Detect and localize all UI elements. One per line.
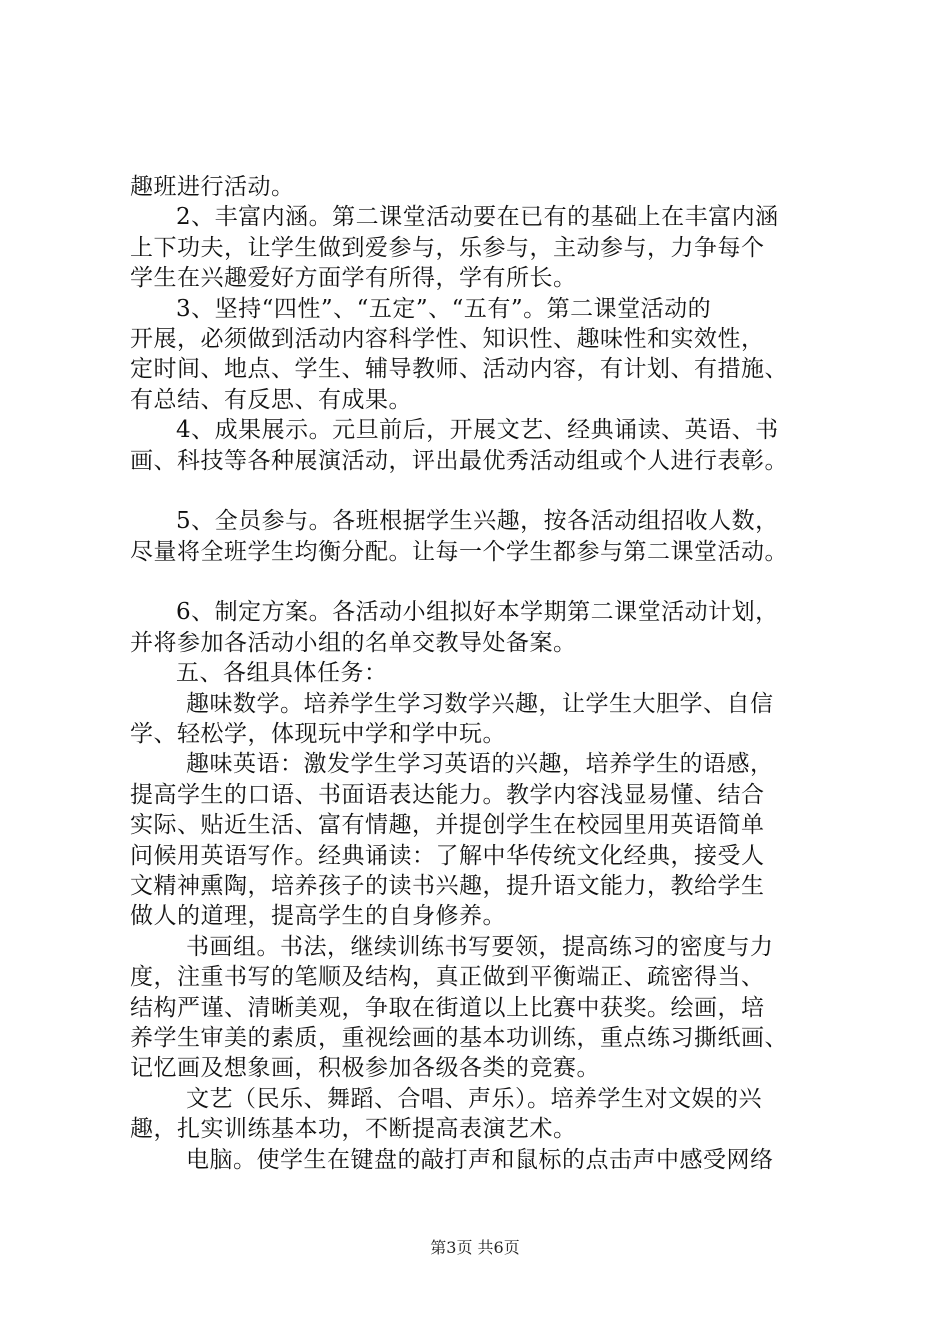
section-heading: 五、各组具体任务： xyxy=(176,660,388,687)
text-line: 问候用英语写作。经典诵读：了解中华传统文化经典，接受人 xyxy=(130,842,765,869)
text-line: 定时间、地点、学生、辅导教师、活动内容，有计划、有措施、 xyxy=(130,356,788,383)
text-line: 趣，扎实训练基本功，不断提高表演艺术。 xyxy=(130,1116,577,1143)
text-line: 实际、贴近生活、富有情趣，并提创学生在校园里用英语简单 xyxy=(130,812,765,839)
text-line: 上下功夫，让学生做到爱参与，乐参与，主动参与，力争每个 xyxy=(130,234,765,261)
text-line: 记忆画及想象画，积极参加各级各类的竞赛。 xyxy=(130,1055,600,1082)
paragraph-item-6: 6、制定方案。各活动小组拟好本学期第二课堂活动计划， xyxy=(176,599,779,626)
paragraph-gap xyxy=(130,567,850,597)
text-line: 文精神熏陶，培养孩子的读书兴趣，提升语文能力，教给学生 xyxy=(130,872,765,899)
paragraph-calligraphy: 书画组。书法，继续训练书写要领，提高练习的密度与力 xyxy=(186,933,774,960)
text-line: 开展，必须做到活动内容科学性、知识性、趣味性和实效性， xyxy=(130,325,765,352)
paragraph-computer: 电脑。使学生在键盘的敲打声和鼠标的点击声中感受网络 xyxy=(186,1146,774,1173)
text-line: 并将参加各活动小组的名单交教导处备案。 xyxy=(130,629,577,656)
paragraph-gap xyxy=(130,476,850,506)
paragraph-item-2: 2、丰富内涵。第二课堂活动要在已有的基础上在丰富内涵 xyxy=(176,204,779,231)
text-line: 提高学生的口语、书面语表达能力。教学内容浅显易懂、结合 xyxy=(130,781,765,808)
text-line: 做人的道理，提高学生的自身修养。 xyxy=(130,903,506,930)
paragraph-item-3: 3、坚持“四性”、“五定”、“五有”。第二课堂活动的 xyxy=(176,295,712,322)
text-line: 画、科技等各种展演活动，评出最优秀活动组或个人进行表彰。 xyxy=(130,447,788,474)
paragraph-english: 趣味英语：激发学生学习英语的兴趣，培养学生的语感， xyxy=(186,751,774,778)
paragraph-arts: 文艺（民乐、舞蹈、合唱、声乐）。培养学生对文娱的兴 xyxy=(186,1085,762,1112)
text-line: 结构严谨、清晰美观，争取在街道以上比赛中获奖。绘画，培 xyxy=(130,994,765,1021)
page-number-footer: 第3页 共6页 xyxy=(430,1238,520,1257)
text-line: 尽量将全班学生均衡分配。让每一个学生都参与第二课堂活动。 xyxy=(130,538,788,565)
paragraph-item-4: 4、成果展示。元旦前后，开展文艺、经典诵读、英语、书 xyxy=(176,417,779,444)
text-line: 学生在兴趣爱好方面学有所得，学有所长。 xyxy=(130,265,577,292)
document-body xyxy=(130,172,850,1175)
text-line: 学、轻松学，体现玩中学和学中玩。 xyxy=(130,721,506,748)
text-line: 趣班进行活动。 xyxy=(130,174,295,200)
text-line: 养学生审美的素质，重视绘画的基本功训练，重点练习撕纸画、 xyxy=(130,1024,788,1051)
paragraph-math: 趣味数学。培养学生学习数学兴趣，让学生大胆学、自信 xyxy=(186,690,774,717)
text-line: 有总结、有反思、有成果。 xyxy=(130,386,412,413)
text-line: 度，注重书写的笔顺及结构，真正做到平衡端正、疏密得当、 xyxy=(130,964,765,991)
paragraph-item-5: 5、全员参与。各班根据学生兴趣，按各活动组招收人数， xyxy=(176,508,779,535)
